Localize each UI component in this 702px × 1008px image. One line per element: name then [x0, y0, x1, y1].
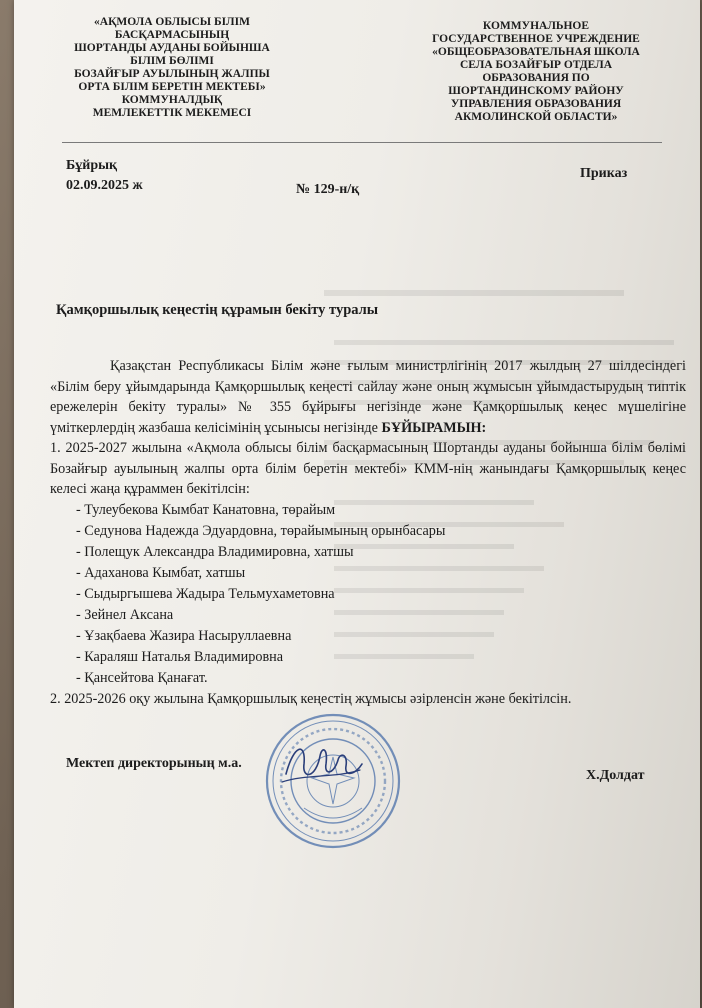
list-item: - Сыдыргышева Жадыра Тельмухаметовна [76, 585, 335, 602]
order-item-1: 1. 2025-2027 жылына «Ақмола облысы білім басқармасының Шортанды ауданы бойынша білім бөлімі Бозайғыр ауылының жалпы орта білім беретін мектебі» КММ-нің жанындағы Қамқоршылық кеңес келесі жаңа құраммен бекітілсін: [50, 440, 686, 497]
list-item: - Седунова Надежда Эдуардовна, төрайымының орынбасары [76, 522, 446, 539]
list-item: - Ұзақбаева Жазира Насыруллаевна [76, 627, 292, 644]
header-ru-line: УПРАВЛЕНИЯ ОБРАЗОВАНИЯ [450, 98, 622, 110]
list-item: - Караляш Наталья Владимировна [76, 648, 284, 665]
document-body [50, 356, 686, 709]
order-number: № 129-н/қ [296, 182, 360, 197]
header-kz-line: КОММУНАЛДЫҚ [121, 94, 223, 106]
council-members-list [50, 500, 686, 689]
preamble-paragraph [50, 356, 686, 438]
header-kz-line: БАСҚАРМАСЫНЫҢ [114, 29, 230, 41]
document-title: Қамқоршылық кеңестің құрамын бекіту туралы [56, 302, 379, 318]
order-date: 02.09.2025 ж [66, 178, 143, 193]
header-kz-line: ШОРТАНДЫ АУДАНЫ БОЙЫНША [74, 42, 270, 54]
document-page [14, 0, 700, 1008]
header-ru-line: СЕЛА БОЗАЙҒЫР ОТДЕЛА [459, 59, 613, 71]
list-item: - Қансейтова Қанағат. [76, 669, 208, 686]
header-ru-line: ОБРАЗОВАНИЯ ПО [482, 72, 590, 84]
header-ru-line: ГОСУДАРСТВЕННОЕ УЧРЕЖДЕНИЕ [432, 33, 640, 45]
list-item: - Полещук Александра Владимировна, хатшы [76, 543, 354, 560]
preamble-text: Қазақстан Республикасы Білім және ғылым министрлігінің 2017 жылдың 27 шілдесіндегі «Білім беру ұйымдарында Қамқоршылық кеңесті сайлау және оның жұмысын ұйымдастырудың типтік ережелерін бекіту туралы» № 355 бұйрығы негізінде және Қамқоршылық кеңес мүшелігіне үміткерлердің жазбаша келісімінің ұсынысы негізінде [50, 358, 686, 436]
signature-name: Х.Долдат [586, 768, 645, 783]
header-kz-line: «АҚМОЛА ОБЛЫСЫ БІЛІМ [94, 16, 250, 28]
list-item: - Адаханова Кымбат, хатшы [76, 564, 246, 581]
header-kz-line: МЕМЛЕКЕТТІК МЕКЕМЕСІ [92, 107, 252, 119]
order-item-2: 2. 2025-2026 оқу жылына Қамқоршылық кеңестің жұмысы әзірленсін және бекітілсін. [50, 690, 572, 707]
header-divider [62, 142, 662, 143]
list-item: - Тулеубекова Кымбат Канатовна, төрайым [76, 501, 336, 518]
header-ru-line: КОММУНАЛЬНОЕ [482, 20, 590, 32]
order-type-ru: Приказ [580, 166, 628, 181]
header-kz-line: БОЗАЙҒЫР АУЫЛЫНЫҢ ЖАЛПЫ [74, 68, 270, 80]
list-item: - Зейнел Аксана [76, 606, 174, 623]
director-signature [276, 734, 366, 792]
header-ru-line: «ОБЩЕОБРАЗОВАТЕЛЬНАЯ ШКОЛА [432, 46, 640, 58]
preamble-emphasis: БҰЙЫРАМЫН: [381, 419, 487, 436]
header-ru-line: АКМОЛИНСКОЙ ОБЛАСТИ» [454, 111, 618, 123]
order-type-kz: Бұйрық [66, 158, 118, 173]
header-russian [412, 20, 660, 124]
header-kz-line: БІЛІМ БӨЛІМІ [130, 55, 214, 67]
signature-position: Мектеп директорының м.а. [66, 756, 242, 771]
header-ru-line: ШОРТАНДИНСКОМУ РАЙОНУ [448, 85, 624, 97]
header-kazakh [52, 16, 292, 120]
header-kz-line: ОРТА БІЛІМ БЕРЕТІН МЕКТЕБІ» [78, 81, 266, 93]
